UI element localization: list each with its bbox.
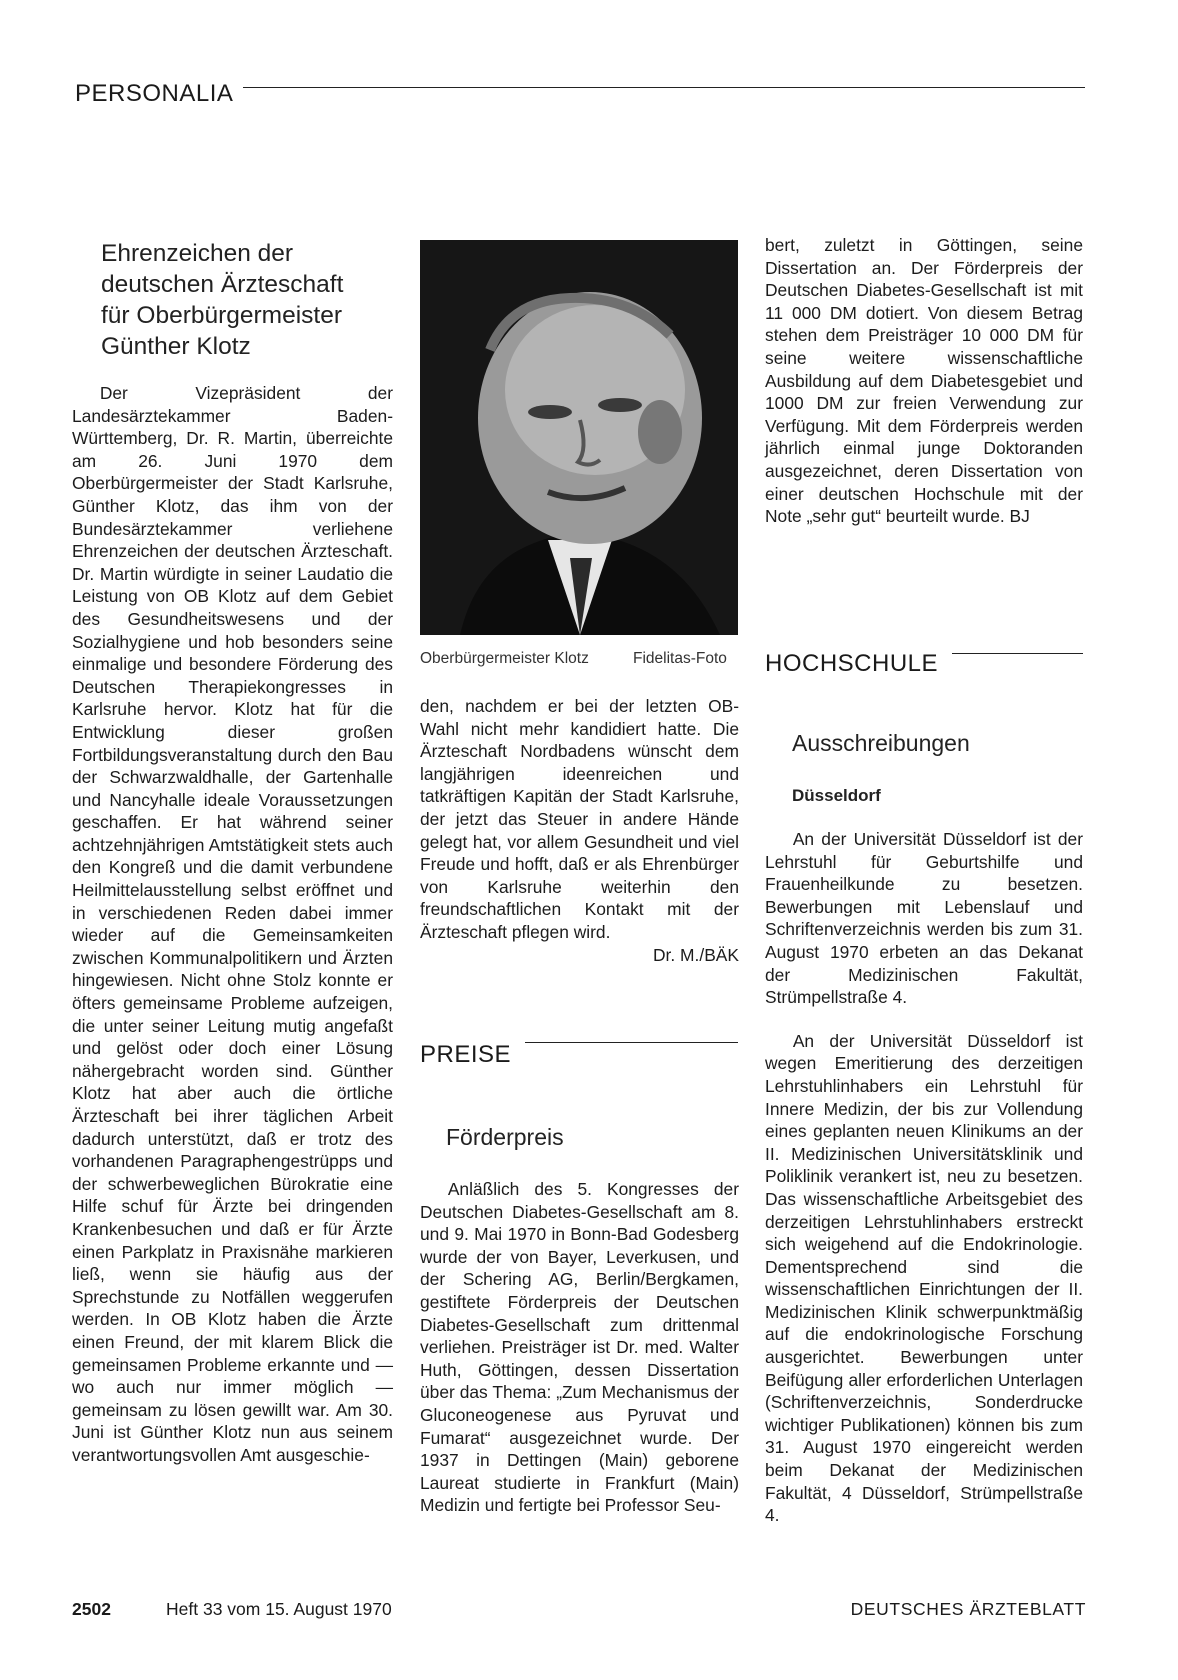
article-subhead: Förderpreis bbox=[446, 1124, 564, 1150]
preise-body-continued bbox=[765, 234, 1083, 528]
article-paragraph-continued: den, nachdem er bei der letzten OB-Wahl nicht mehr kandidiert hatte. Die Ärzteschaft Nordbadens wünscht dem langjährigen ideenreichen und tatkräftigen Kapitän der Stadt Karlsruhe, der jetzt das Steuer in andere Hände gelegt hat, vor allem Gesundheit und viel Freude und hofft, daß er als Ehrenbürger von Karlsruhe weiterhin den freundschaftlichen Kontakt mit der Ärzteschaft pflegen wird. bbox=[420, 696, 739, 942]
headline-line: Ehrenzeichen der bbox=[101, 240, 294, 267]
city-heading: Düsseldorf bbox=[792, 786, 881, 805]
section-header-personalia bbox=[75, 80, 1085, 108]
article-signature: Dr. M./BÄK bbox=[652, 944, 739, 965]
section-rule bbox=[952, 653, 1083, 654]
section-title: HOCHSCHULE bbox=[765, 650, 939, 677]
preise-paragraph-continued: bert, zuletzt in Göttingen, seine Dissertation an. Der Förderpreis der Deutschen Diabetes-Gesellschaft ist mit 11 000 DM dotiert. Von diesem Betrag stehen dem Preisträger 10 000 DM für seine weitere wissenschaftliche Ausbildung auf dem Diabetesgebiet und 1000 DM zur freien Verwendung zur Verfügung. Mit dem Förderpreis werden jährlich einmal junge Doktoranden ausgezeichnet, deren Dissertation von einer deutschen Hochschule mit der Note „sehr gut“ beurteilt wurde. BJ bbox=[765, 235, 1083, 527]
journal-name: DEUTSCHES ÄRZTEBLATT bbox=[850, 1599, 1086, 1619]
article-body-column-2 bbox=[420, 695, 739, 966]
headline-line: für Oberbürgermeister bbox=[101, 302, 343, 329]
photo-caption: Oberbürgermeister Klotz bbox=[420, 650, 589, 667]
page-number: 2502 bbox=[72, 1599, 111, 1619]
preise-paragraph: Anläßlich des 5. Kongresses der Deutschen Diabetes-Gesellschaft am 8. und 9. Mai 1970 in Bonn-Bad Godesberg wurde der von Bayer, Leverkusen, und der Schering AG, Berlin/Bergkamen, gestiftete Förderpreis der Deutschen Diabetes-Gesellschaft zum drittenmal verliehen. Preisträger ist Dr. med. Walter Huth, Göttingen, dessen Dissertation über das Thema: „Zum Mechanismus der Gluconeogenese aus Pyruvat und Fumarat“ ausgezeichnet wurde. Der 1937 in Dettingen (Main) geborene Laureat studierte in Frankfurt (Main) Medizin und fertigte bei Professor Seu- bbox=[420, 1179, 739, 1516]
article-body-column-1 bbox=[72, 382, 393, 1467]
preise-body bbox=[420, 1178, 739, 1517]
article-headline bbox=[101, 238, 391, 362]
section-header-hochschule bbox=[765, 650, 1083, 678]
headline-line: deutschen Ärzteschaft bbox=[101, 271, 344, 298]
article-paragraph: Der Vizepräsident der Landesärztekammer Baden-Württemberg, Dr. R. Martin, überreichte am 26. Juni 1970 dem Oberbürgermeister der Stadt Karlsruhe, Günther Klotz, das ihm von der Bundesärztekammer verliehene Ehrenzeichen der deutschen Ärzteschaft. Dr. Martin würdigte in seiner Laudatio die Leistung von OB Klotz auf dem Gebiet des Gesundheitswesens und der Sozialhygiene und hob besonders seine einmalige und besondere Förderung des Deutschen Therapiekongresses in Karlsruhe hervor. Klotz hat für die Entwicklung dieser großen Fortbildungsveranstaltung durch den Bau der Schwarzwaldhalle, der Gartenhalle und Nancyhalle ideale Voraussetzungen geschaffen. Er hat während seiner achtzehnjährigen Amtstätigkeit stets auch den Kongreß und die damit verbundene Heilmittelausstellung selbst eröffnet und in verschiedenen Reden dabei immer wieder auf die Gemeinsamkeiten zwischen Kommunalpolitikern und Ärzten hingewiesen. Nicht ohne Stolz konnte er öfters gemeinsame Probleme aufzeigen, die unter seiner Leitung mutig angefaßt und gelöst oder doch einer Lösung nähergebracht worden sind. Günther Klotz hat aber auch die örtliche Ärzteschaft bei ihrer täglichen Arbeit dadurch unterstützt, daß er trotz des vorhandenen Paragraphengestrüpps und der schwerbeweglichen Bürokratie eine Hilfe schuf für Ärzte bei dringenden Krankenbesuchen und daß er für Ärzte einen Parkplatz in Praxisnähe markieren ließ, wenn sie häufig aus der Sprechstunde zu Notfällen weggerufen werden. In OB Klotz haben die Ärzte einen Freund, der mit klarem Blick die gemeinsamen Probleme erkannte und — wo auch nur immer möglich — gemeinsam zu lösen gewillt war. Am 30. Juni ist Günther Klotz nun aus seinem verantwortungsvollen Amt ausgeschie- bbox=[72, 383, 393, 1465]
headline-line: Günther Klotz bbox=[101, 333, 251, 360]
portrait-illustration bbox=[420, 240, 738, 635]
hochschule-body bbox=[765, 828, 1083, 1527]
section-title: PREISE bbox=[420, 1041, 512, 1068]
section-rule bbox=[525, 1042, 738, 1043]
portrait-photo bbox=[420, 240, 738, 635]
hochschule-paragraph: An der Universität Düsseldorf ist wegen Emeritierung des derzeitigen Lehrstuhlinhabers ein Lehrstuhl für Innere Medizin, der bis zur Vollendung eines geplanten neuen Klinikums an der II. Medizinischen Universitätsklinik und Poliklinik verankert ist, neu zu besetzen. Das wissenschaftliche Arbeitsgebiet des derzeitigen Lehrstuhlinhabers erstreckt sich weigehend auf die Endokrinologie. Dementsprechend sind die wissenschaftlichen Einrichtungen der II. Medizinischen Klinik schwerpunktmäßig auf die endokrinologische Forschung ausgerichtet. Bewerbungen unter Beifügung aller erforderlichen Unterlagen (Schriftenverzeichnis, Sonderdrucke wichtiger Publikationen) können bis zum 31. August 1970 eingereicht werden beim Dekanat der Medizinischen Fakultät, 4 Düsseldorf, Strümpellstraße 4. bbox=[765, 1030, 1083, 1526]
section-header-preise bbox=[420, 1041, 738, 1069]
issue-info: Heft 33 vom 15. August 1970 bbox=[166, 1599, 392, 1619]
header-rule bbox=[243, 87, 1085, 88]
section-title: PERSONALIA bbox=[75, 80, 234, 107]
article-subhead: Ausschreibungen bbox=[792, 730, 970, 756]
hochschule-paragraph: An der Universität Düsseldorf ist der Lehrstuhl für Geburtshilfe und Frauenheilkunde zu besetzen. Bewerbungen mit Lebenslauf und Schriftenverzeichnis werden bis zum 31. August 1970 erbeten an das Dekanat der Medizinischen Fakultät, Strümpellstraße 4. bbox=[765, 829, 1083, 1008]
photo-credit: Fidelitas-Foto bbox=[633, 650, 727, 667]
